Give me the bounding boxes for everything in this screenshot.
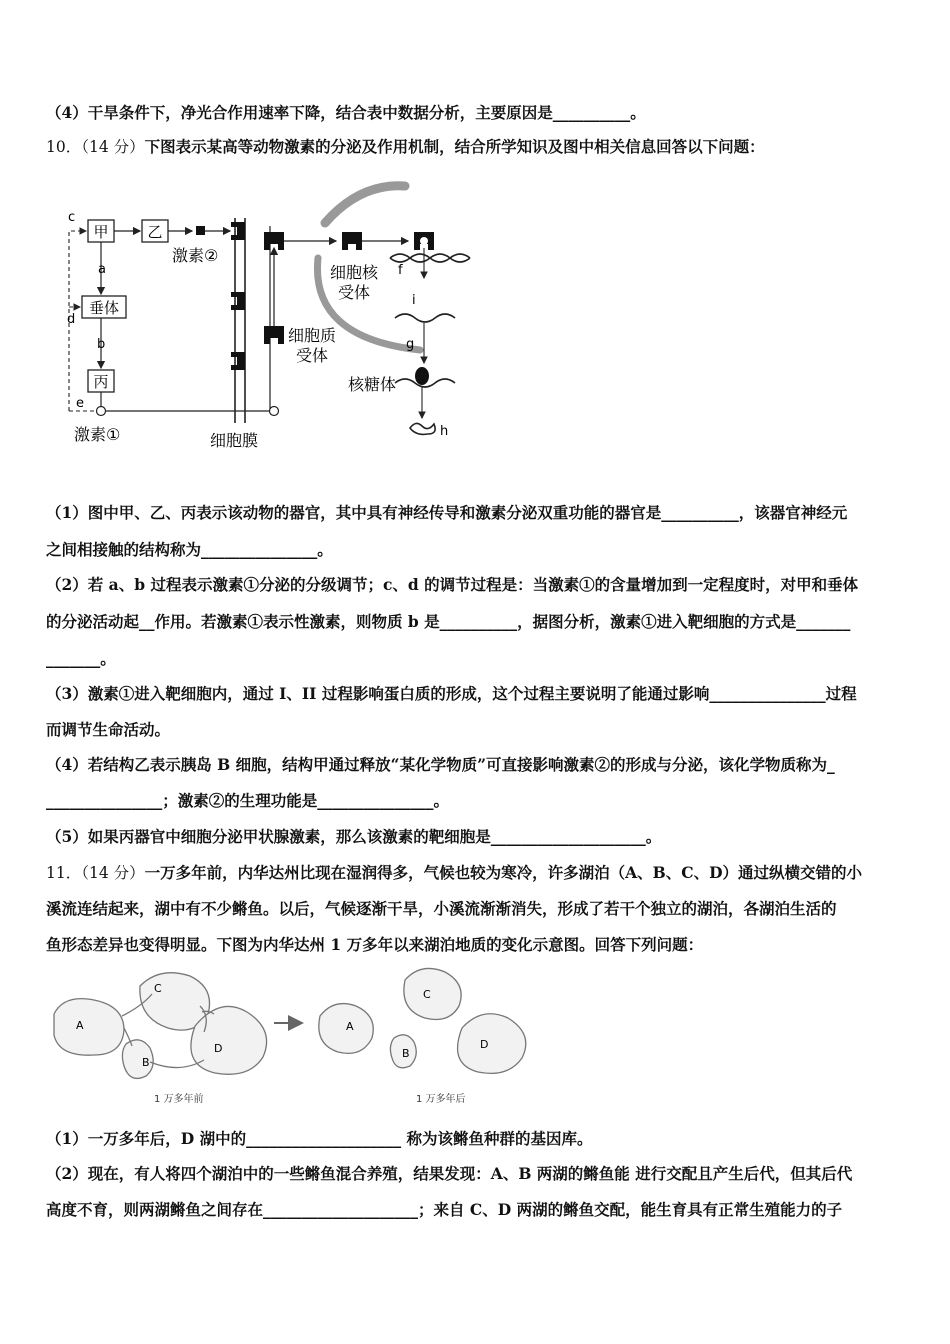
q10-4-line-b: _______________；激素②的生理功能是_______________。 [46, 791, 450, 810]
nuc-receptor-label-2: 受体 [338, 283, 371, 302]
q11-1-line: （1）一万多年后，D 湖中的____________________ 称为该鳉鱼种群的基因库。 [46, 1129, 593, 1148]
after-caption: 1 万多年后 [416, 1094, 466, 1105]
pituitary-label: 垂体 [88, 299, 120, 317]
process-i-label: i [412, 293, 416, 308]
cyto-receptor-mid [264, 326, 284, 344]
q10-number: 10．（14 分） [46, 138, 145, 156]
lakes-diagram [50, 966, 540, 1116]
membrane-receptor-2 [231, 292, 245, 310]
membrane-label: 细胞膜 [210, 431, 259, 450]
hormone1-molecule [97, 407, 106, 416]
cyto-receptor-label-2: 受体 [296, 346, 329, 365]
process-f-label: f [398, 263, 403, 278]
mrna-strand [395, 314, 455, 322]
lake-d-after [458, 1014, 526, 1074]
lake-b-label-before: B [142, 1056, 150, 1069]
q10-header [46, 136, 910, 158]
nuc-receptor-label-1: 细胞核 [330, 263, 379, 282]
hormone1-label: 激素① [74, 425, 121, 444]
q10-4-line-a: （4）若结构乙表示胰岛 B 细胞，结构甲通过释放“某化学物质”可直接影响激素②的形成与分泌，该化学物质称为_ [46, 755, 835, 774]
q11-number: 11．（14 分） [46, 864, 145, 882]
q10-1-line-a: （1）图中甲、乙、丙表示该动物的器官，其中具有神经传导和激素分泌双重功能的器官是__________，该器官神经元 [46, 503, 848, 522]
hormone2-molecule [196, 226, 205, 235]
q10-2-line-c: _______。 [46, 649, 116, 668]
protein-h-shape [410, 423, 435, 434]
cyto-receptor-top [264, 232, 284, 250]
q10-2-line-b: 的分泌活动起__作用。若激素①表示性激素，则物质 b 是__________，据图分析，激素①进入靶细胞的方式是_______ [46, 612, 851, 631]
nuclear-envelope-top [325, 186, 405, 223]
arrow-c-label: c [68, 210, 76, 225]
q9-4-line: （4）干旱条件下，净光合作用速率下降，结合表中数据分析，主要原因是__________。 [46, 103, 646, 122]
lake-c-label-before: C [154, 982, 162, 995]
ribosome-shape [415, 367, 429, 385]
lake-c-label-after: C [423, 988, 431, 1001]
hormone-mechanism-diagram [60, 178, 480, 458]
arrow-d-label: d [67, 312, 76, 327]
q11-stem-b: 溪流连结起来，湖中有不少鳉鱼。以后，气候逐渐干旱，小溪流渐渐消失，形成了若干个独立的湖泊，各湖泊生活的 [46, 899, 837, 918]
arrow-a-label: a [98, 262, 106, 277]
q10-5-line: （5）如果丙器官中细胞分泌甲状腺激素，那么该激素的靶细胞是____________________。 [46, 827, 662, 846]
process-h-label: h [440, 424, 449, 439]
lake-d-label-before: D [214, 1042, 223, 1055]
membrane-receptor-1 [231, 222, 245, 240]
nuclear-receptor-1 [342, 232, 362, 250]
cyto-receptor-label-1: 细胞质 [288, 326, 337, 345]
lake-a-label-after: A [346, 1020, 354, 1033]
before-caption: 1 万多年前 [154, 1094, 204, 1105]
q11-2-line-a: （2）现在，有人将四个湖泊中的一些鳉鱼混合养殖，结果发现：A、B 两湖的鳉鱼能 进行交配且产生后代，但其后代 [46, 1164, 853, 1183]
organ-bing-label: 丙 [93, 373, 109, 391]
hormone2-label: 激素② [172, 246, 219, 265]
q10-3-line-a: （3）激素①进入靶细胞内，通过 I、II 过程影响蛋白质的形成，这个过程主要说明了能通过影响_______________过程 [46, 684, 857, 703]
q11-header [46, 862, 910, 884]
lake-a-before [54, 999, 124, 1056]
arrow-b-label: b [97, 337, 106, 352]
q11-2-line-b: 高度不育，则两湖鳉鱼之间存在____________________；来自 C、D 两湖的鳉鱼交配，能生育具有正常生殖能力的子 [46, 1200, 843, 1219]
arrow-e-label: e [76, 396, 84, 411]
membrane-receptor-3 [231, 352, 245, 370]
q10-stem: 下图表示某高等动物激素的分泌及作用机制，结合所学知识及图中相关信息回答以下问题： [144, 137, 765, 156]
lake-b-label-after: B [402, 1047, 410, 1060]
lake-a-label-before: A [76, 1019, 84, 1032]
ribosome-label: 核糖体 [348, 375, 397, 394]
q10-2-line-a: （2）若 a、b 过程表示激素①分泌的分级调节；c、d 的调节过程是：当激素①的含量增加到一定程度时，对甲和垂体 [46, 575, 859, 594]
q11-stem-a: 一万多年前，内华达州比现在湿润得多，气候也较为寒冷，许多湖泊（A、B、C、D）通过纵横交错的小 [144, 863, 863, 882]
lake-d-label-after: D [480, 1038, 489, 1051]
dna-strand-2 [390, 254, 470, 262]
organ-yi-label: 乙 [147, 223, 163, 241]
q11-stem-c: 鱼形态差异也变得明显。下图为内华达州 1 万多年以来湖泊地质的变化示意图。回答下列问题： [46, 935, 704, 954]
process-g-label: g [406, 337, 415, 352]
q10-3-line-b: 而调节生命活动。 [46, 720, 171, 739]
lake-c-after [404, 968, 461, 1019]
q10-1-line-b: 之间相接触的结构称为_______________。 [46, 540, 333, 559]
organ-jia-label: 甲 [93, 223, 109, 241]
